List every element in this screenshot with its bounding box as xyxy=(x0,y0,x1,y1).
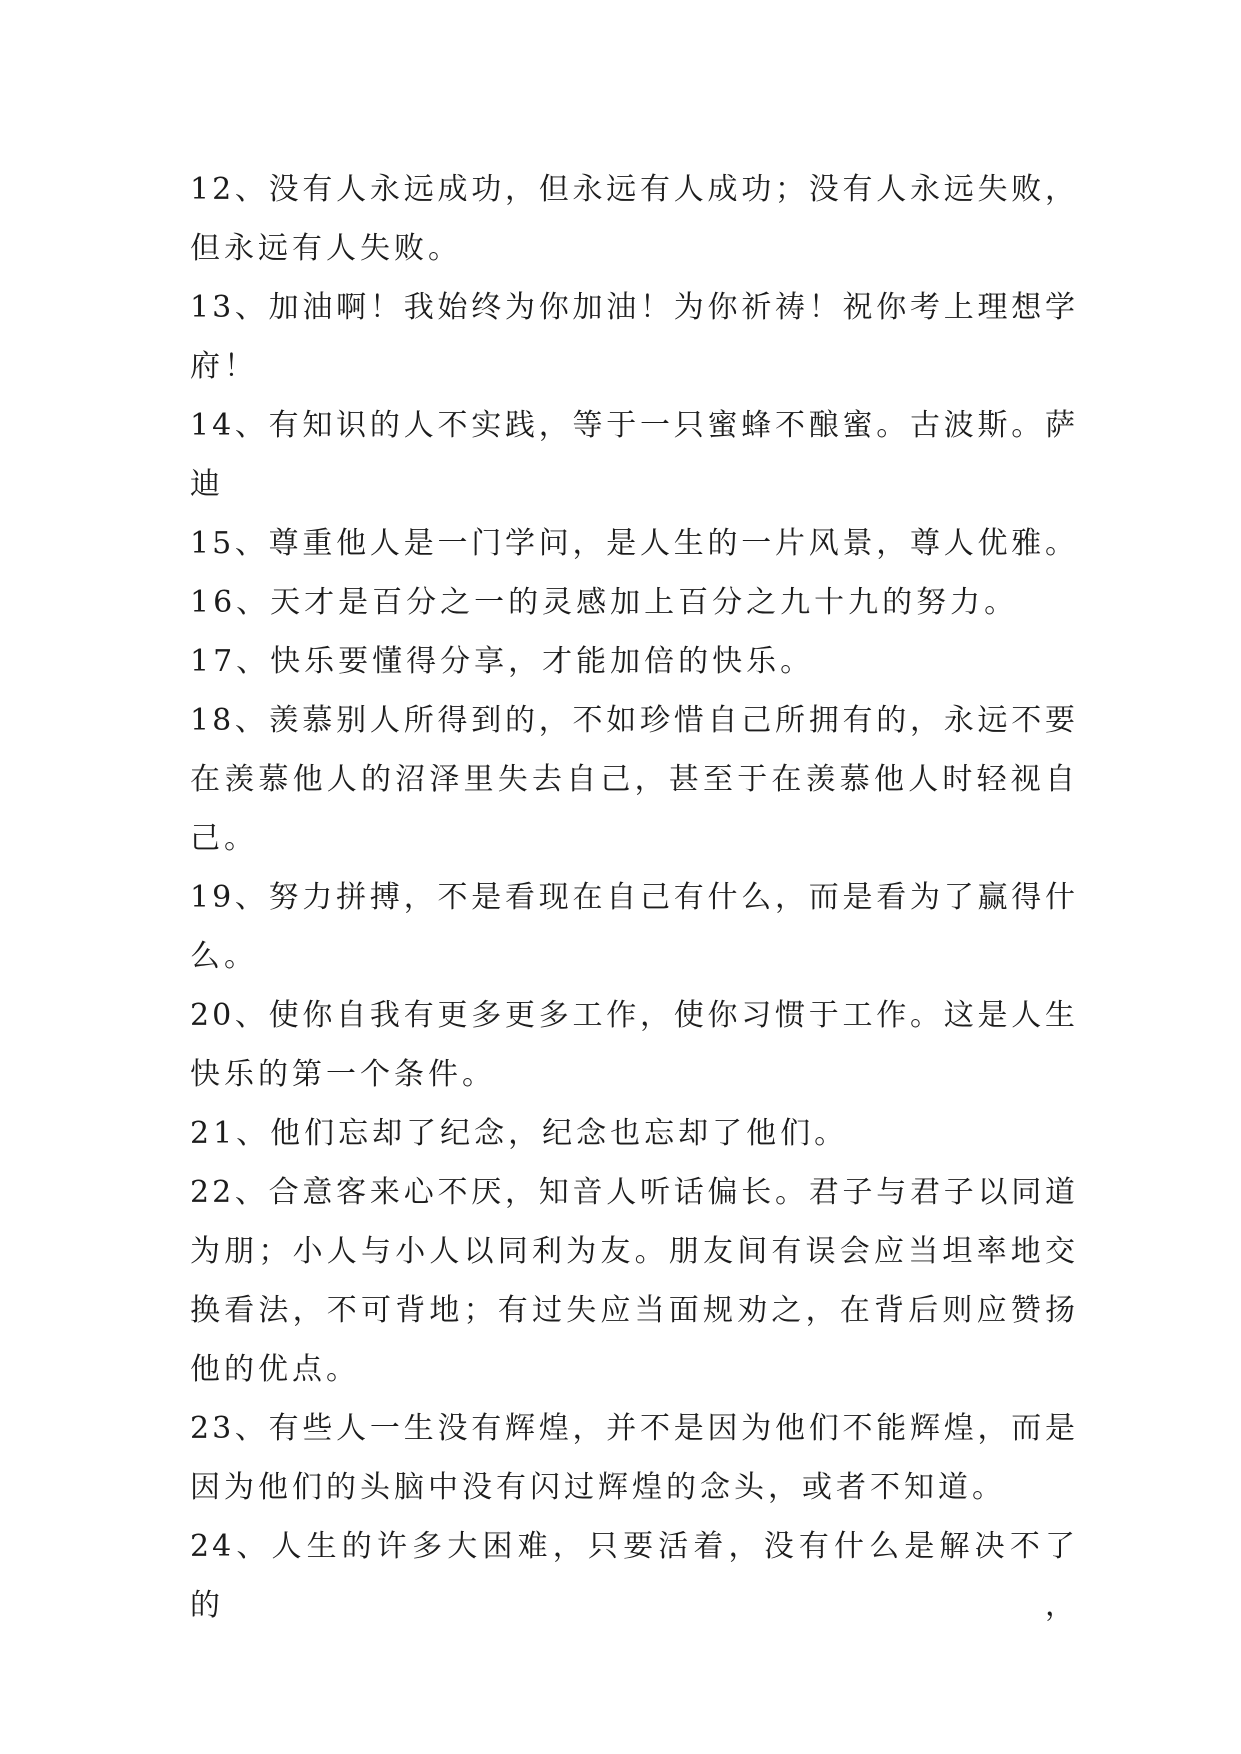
list-item xyxy=(190,278,1078,396)
text-line: 23、有些人一生没有辉煌，并不是因为他们不能辉煌，而是 xyxy=(190,1411,1078,1446)
text-line: 24、人生的许多大困难，只要活着，没有什么是解决不了的， xyxy=(190,1529,1078,1623)
text-line: 换看法，不可背地；有过失应当面规劝之，在背后则应赞扬 xyxy=(190,1293,1078,1328)
list-item xyxy=(190,573,1078,632)
text-line: 在羡慕他人的沼泽里失去自己，甚至于在羡慕他人时轻视自 xyxy=(190,762,1078,797)
list-item xyxy=(190,1104,1078,1163)
list-item xyxy=(190,691,1078,868)
list-item xyxy=(190,986,1078,1104)
text-line: 但永远有人失败。 xyxy=(190,231,462,266)
text-line: 19、努力拼搏，不是看现在自己有什么，而是看为了赢得什 xyxy=(190,880,1078,915)
list-item xyxy=(190,1163,1078,1399)
text-line: 快乐的第一个条件。 xyxy=(190,1057,496,1092)
text-line: 迪 xyxy=(190,467,224,502)
list-item xyxy=(190,1399,1078,1517)
text-line: 16、天才是百分之一的灵感加上百分之九十九的努力。 xyxy=(190,585,1019,620)
quote-list xyxy=(190,160,1078,1623)
text-line: 12、没有人永远成功，但永远有人成功；没有人永远失败， xyxy=(190,172,1078,207)
list-item xyxy=(190,514,1078,573)
list-item xyxy=(190,160,1078,278)
text-line: 18、羡慕别人所得到的，不如珍惜自己所拥有的，永远不要 xyxy=(190,703,1078,738)
text-line: 13、加油啊！我始终为你加油！为你祈祷！祝你考上理想学 xyxy=(190,290,1078,325)
text-line: 为朋；小人与小人以同利为友。朋友间有误会应当坦率地交 xyxy=(190,1234,1078,1269)
text-line: 15、尊重他人是一门学问，是人生的一片风景，尊人优雅。 xyxy=(190,526,1078,561)
text-line: 22、合意客来心不厌，知音人听话偏长。君子与君子以同道 xyxy=(190,1175,1078,1210)
text-line: 14、有知识的人不实践，等于一只蜜蜂不酿蜜。古波斯。萨 xyxy=(190,408,1078,443)
text-line: 因为他们的头脑中没有闪过辉煌的念头，或者不知道。 xyxy=(190,1470,1006,1505)
text-line: 府！ xyxy=(190,349,258,384)
text-line: 17、快乐要懂得分享，才能加倍的快乐。 xyxy=(190,644,815,679)
text-line: 20、使你自我有更多更多工作，使你习惯于工作。这是人生 xyxy=(190,998,1078,1033)
list-item xyxy=(190,396,1078,514)
text-line: 己。 xyxy=(190,821,258,856)
text-line: 21、他们忘却了纪念，纪念也忘却了他们。 xyxy=(190,1116,849,1151)
text-line: 他的优点。 xyxy=(190,1352,360,1387)
list-item xyxy=(190,1517,1078,1623)
list-item xyxy=(190,868,1078,986)
text-line: 么。 xyxy=(190,939,258,974)
list-item xyxy=(190,632,1078,691)
